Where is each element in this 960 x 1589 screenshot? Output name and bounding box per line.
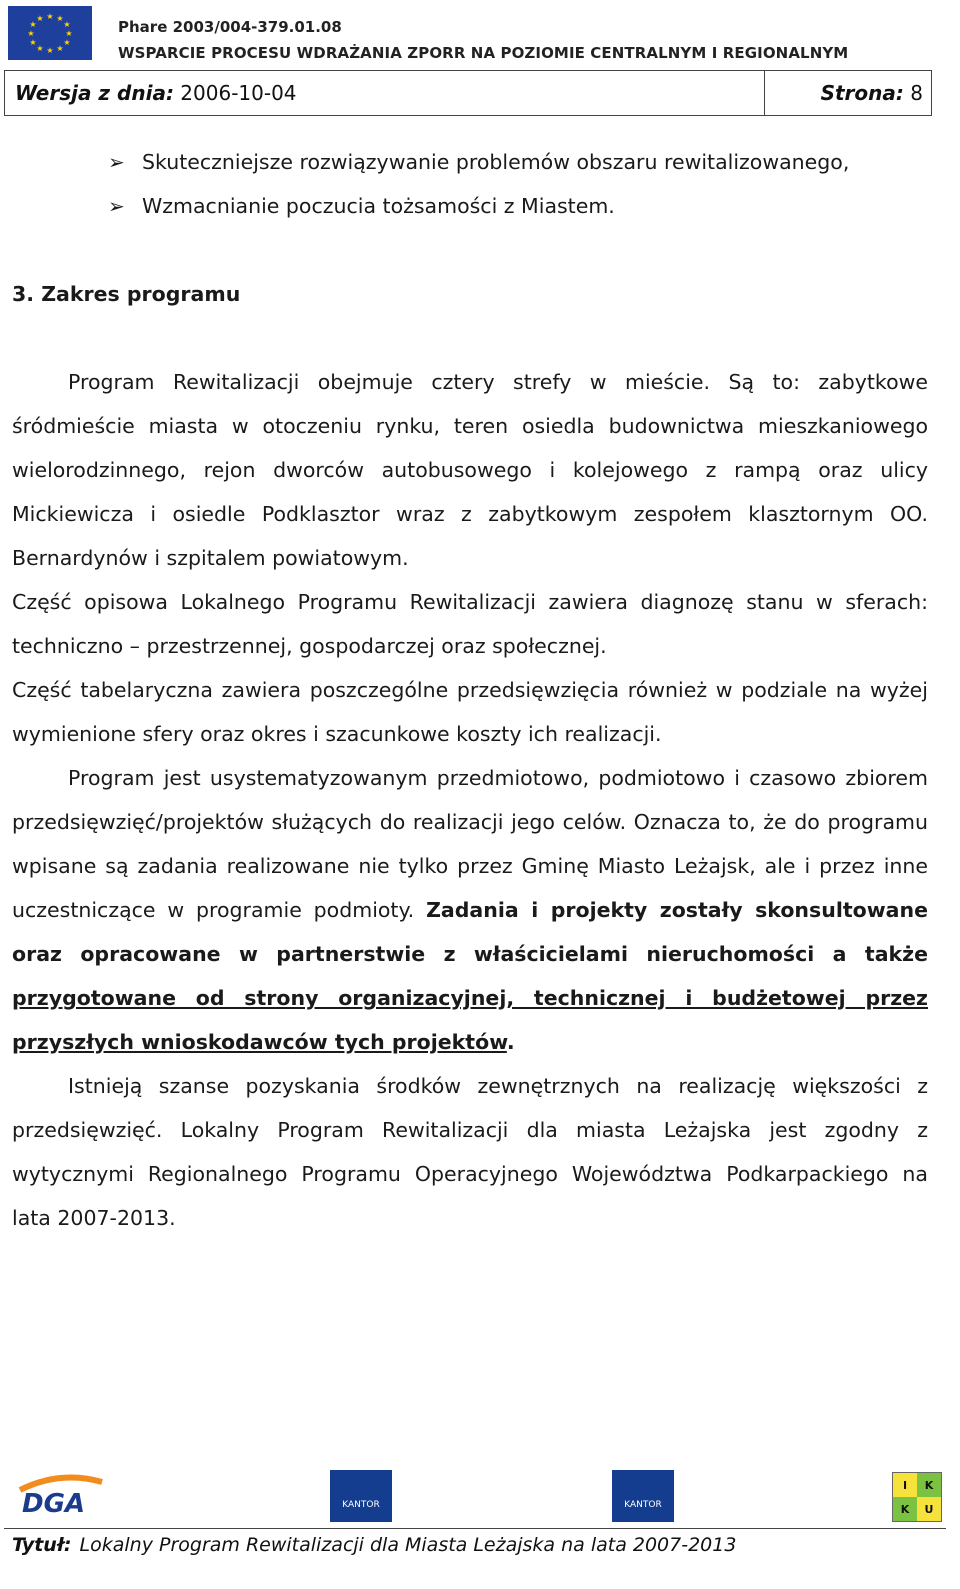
dga-logo bbox=[14, 1468, 106, 1520]
section-heading: 3. Zakres programu bbox=[12, 282, 241, 306]
svg-text:★: ★ bbox=[56, 14, 64, 23]
version-label: Wersja z dnia: bbox=[15, 81, 174, 105]
eu-flag-logo bbox=[8, 6, 92, 60]
footer-title-bar bbox=[4, 1528, 946, 1561]
paragraph-program-scope: Program jest usystematyzowanym przedmiotowo, podmiotowo i czasowo zbiorem przedsięwzięć/projektów służących do realizacji jego celów. Oznacza to, że do programu wpisane są zadania realizowane nie tylko przez Gminę Miasto Leżajsk, ale i przez inne uczestniczące w programie podmioty. Zadania i projekty zostały skonsultowane oraz opracowane w partnerstwie z właścicielami nieruchomości a także przygotowane od strony organizacyjnej, technicznej i budżetowej przez przyszłych wnioskodawców tych projektów. bbox=[12, 766, 929, 1054]
svg-text:★: ★ bbox=[36, 44, 44, 53]
ledp-kantor-logo: KANTOR bbox=[612, 1470, 674, 1522]
arrow-bullet-icon: ➢ bbox=[108, 194, 125, 218]
svg-text:★: ★ bbox=[65, 29, 73, 38]
footer-logos bbox=[0, 1468, 960, 1528]
paragraph-funding: Istnieją szanse pozyskania środków zewnętrznych na realizację większości z przedsięwzięć. Lokalny Program Rewitalizacji dla miasta Leżajska jest zgodny z wytycznymi Regionalnego Programu Operacyjnego Województwa Podkarpackiego na lata 2007-2013. bbox=[12, 1074, 928, 1230]
svg-text:DGA: DGA bbox=[22, 1489, 86, 1519]
svg-text:★: ★ bbox=[36, 14, 44, 23]
program-title: WSPARCIE PROCESU WDRAŻANIA ZPORR NA POZIOMIE CENTRALNYM I REGIONALNYM bbox=[118, 44, 849, 62]
page-cell bbox=[765, 71, 931, 115]
paragraph-descriptive-part: Część opisowa Lokalnego Programu Rewitalizacji zawiera diagnozę stanu w sferach: techniczno – przestrzennej, gospodarczej oraz społecznej. bbox=[12, 590, 928, 658]
svg-text:★: ★ bbox=[29, 38, 37, 47]
page-label: Strona: bbox=[820, 81, 904, 105]
document-body bbox=[12, 140, 928, 1240]
svg-text:★: ★ bbox=[29, 20, 37, 29]
svg-text:★: ★ bbox=[56, 44, 64, 53]
svg-text:★: ★ bbox=[46, 12, 54, 21]
version-date: 2006-10-04 bbox=[180, 81, 297, 105]
paragraph-zones: Program Rewitalizacji obejmuje cztery strefy w mieście. Są to: zabytkowe śródmieście miasta w otoczeniu rynku, teren osiedla budownictwa mieszkaniowego wielorodzinnego, rejon dworców autobusowego i kolejowego z rampą oraz ulicy Mickiewicza i osiedle Podklasztor wraz z zabytkowym zespołem klasztornym OO. Bernardynów i szpitalem powiatowym. bbox=[12, 370, 928, 570]
document-title: Lokalny Program Rewitalizacji dla Miasta Leżajska na lata 2007-2013 bbox=[79, 1534, 737, 1556]
list-item: ➢ Skuteczniejsze rozwiązywanie problemów obszaru rewitalizowanego, bbox=[12, 140, 928, 184]
kantor-polska-logo: KANTOR bbox=[330, 1470, 392, 1522]
svg-text:★: ★ bbox=[63, 38, 71, 47]
version-info-bar bbox=[4, 70, 932, 116]
program-code: Phare 2003/004-379.01.08 bbox=[118, 18, 342, 36]
paragraph-tabular-part: Część tabelaryczna zawiera poszczególne przedsięwzięcia również w podziale na wyżej wymienione sfery oraz okres i szacunkowe koszty ich realizacji. bbox=[12, 678, 928, 746]
svg-text:★: ★ bbox=[63, 20, 71, 29]
bold-statement: Zadania i projekty zostały skonsultowane oraz opracowane w partnerstwie z właścicielami nieruchomości a także bbox=[12, 898, 929, 966]
version-cell bbox=[5, 71, 765, 115]
svg-text:★: ★ bbox=[27, 29, 35, 38]
arrow-bullet-icon: ➢ bbox=[108, 150, 125, 174]
list-item: ➢ Wzmacnianie poczucia tożsamości z Miastem. bbox=[12, 184, 928, 228]
page-number: 8 bbox=[910, 81, 923, 105]
svg-text:★: ★ bbox=[46, 46, 54, 55]
ikku-logo: I K K U bbox=[892, 1472, 942, 1522]
title-label: Tytuł: bbox=[12, 1534, 72, 1556]
bold-underlined-statement: przygotowane od strony organizacyjnej, technicznej i budżetowej przez przyszłych wnioskodawców tych projektów bbox=[12, 986, 928, 1054]
